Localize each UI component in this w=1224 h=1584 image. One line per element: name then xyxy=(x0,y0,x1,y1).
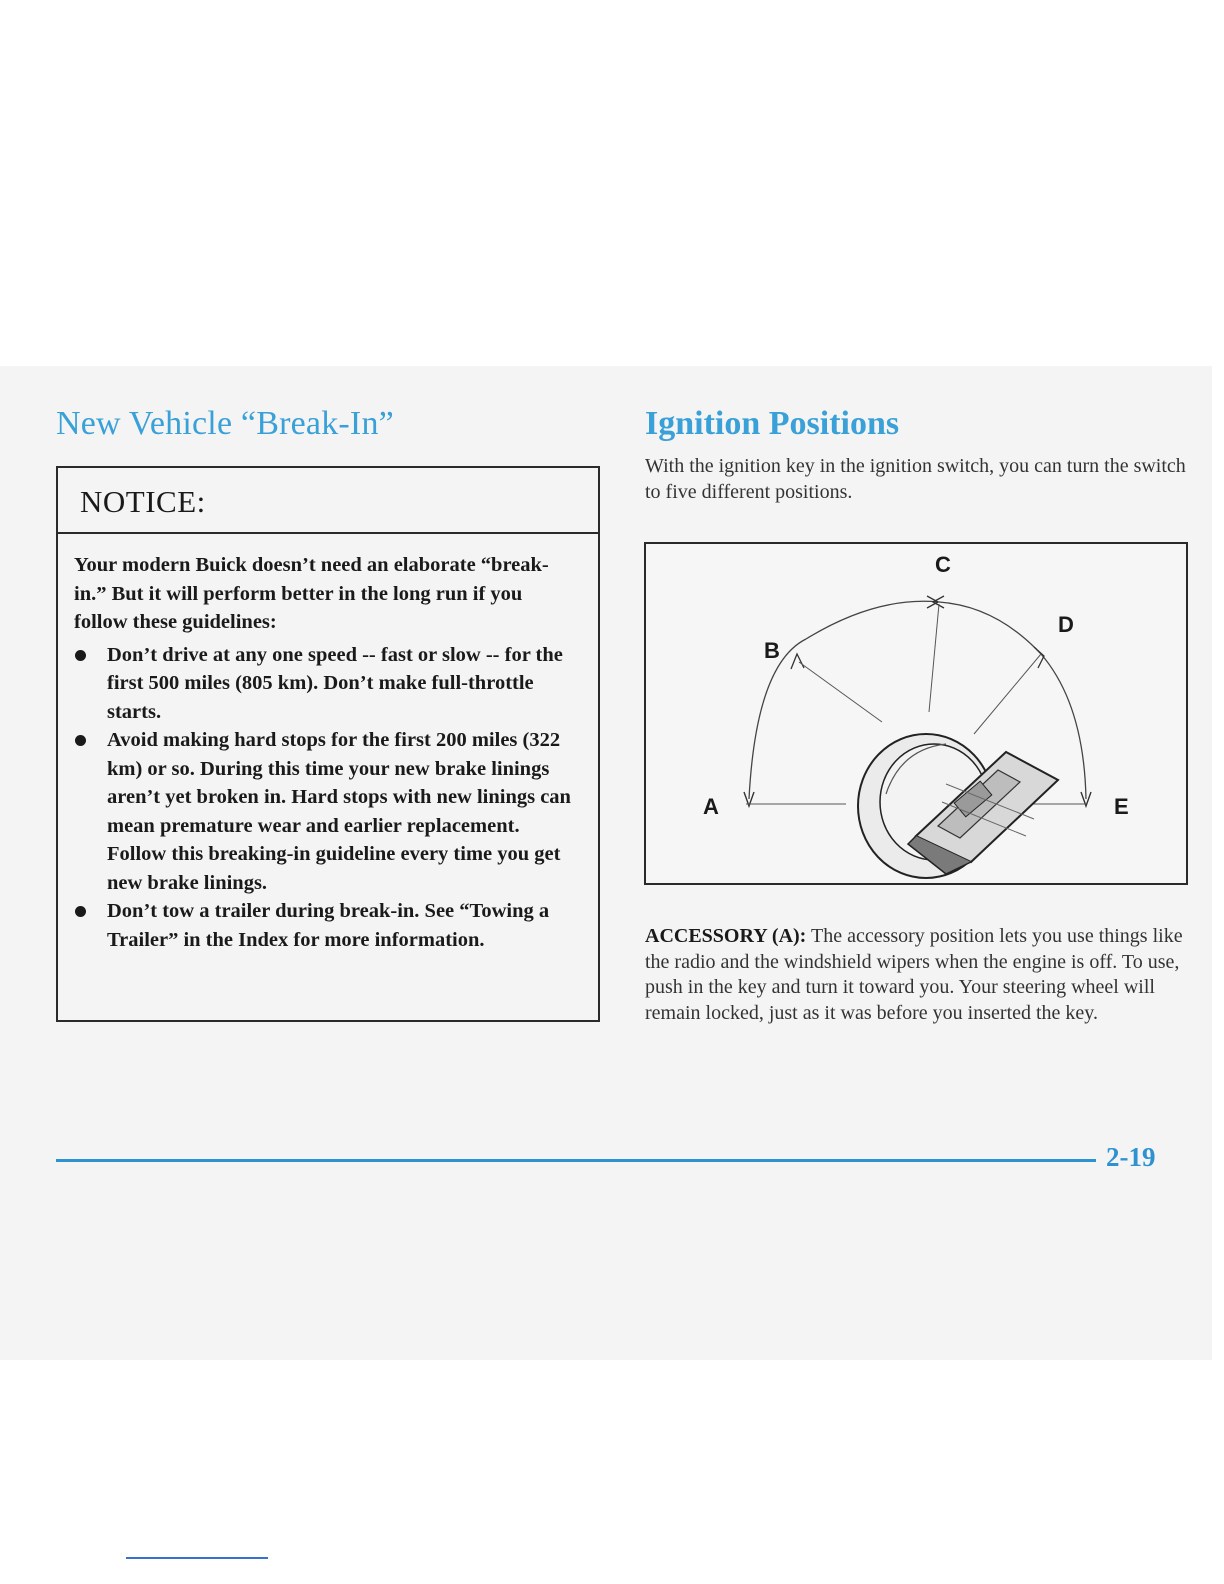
position-label-a: A xyxy=(703,794,719,819)
bullet-icon xyxy=(75,650,86,661)
ignition-diagram-svg xyxy=(646,544,1186,883)
leader-c xyxy=(929,604,939,712)
notice-box xyxy=(56,466,600,1022)
leader-d xyxy=(974,654,1041,734)
notice-intro: Your modern Buick doesn’t need an elaborate “break-in.” But it will perform better in the long run if you follow these guidelines: xyxy=(74,554,549,633)
notice-list-item xyxy=(74,897,580,954)
notice-list-item xyxy=(74,641,580,727)
notice-header: NOTICE: xyxy=(58,468,598,534)
leader-b xyxy=(799,662,882,722)
arrow-b-icon xyxy=(791,654,804,669)
notice-list-item xyxy=(74,726,580,897)
accessory-lead: ACCESSORY (A): xyxy=(645,925,807,947)
bullet-icon xyxy=(75,735,86,746)
ignition-intro: With the ignition key in the ignition switch, you can turn the switch to five different positions. xyxy=(645,455,1186,503)
bottom-divider xyxy=(126,1557,268,1559)
notice-item-text: Don’t drive at any one speed -- fast or slow -- for the first 500 miles (805 km). Don’t make full-throttle starts. xyxy=(107,643,563,723)
accessory-description: The accessory position lets you use things like the radio and the windshield wipers when the engine is off. To use, push in the key and turn it toward you. Your steering wheel will remain locked, just as it was before you inserted the key. xyxy=(645,925,1183,1024)
footer-rule xyxy=(56,1159,1096,1162)
arrow-d-icon xyxy=(1034,647,1044,668)
notice-item-text: Don’t tow a trailer during break-in. See “Towing a Trailer” in the Index for more information. xyxy=(107,900,550,951)
position-arc-left xyxy=(749,639,806,799)
position-label-b: B xyxy=(764,638,780,663)
position-label-d: D xyxy=(1058,612,1074,637)
ignition-diagram xyxy=(644,542,1188,885)
notice-item-text: Avoid making hard stops for the first 200 miles (322 km) or so. During this time your new brake linings aren’t yet broken in. Hard stops with new linings can mean premature wear and earlier replacement. Follow this breaking-in guideline every time you get new brake linings. xyxy=(107,729,571,894)
section-title-break-in: New Vehicle “Break-In” xyxy=(56,405,394,442)
section-title-ignition: Ignition Positions xyxy=(645,405,900,442)
position-arc-upper-right xyxy=(939,602,1041,654)
position-label-c: C xyxy=(935,552,951,577)
position-label-e: E xyxy=(1114,794,1129,819)
notice-body xyxy=(58,534,598,954)
bullet-icon xyxy=(75,906,86,917)
page-number: 2-19 xyxy=(1106,1142,1156,1172)
accessory-paragraph xyxy=(645,924,1193,1026)
position-arc-upper-left xyxy=(806,601,939,639)
notice-list xyxy=(74,641,580,955)
